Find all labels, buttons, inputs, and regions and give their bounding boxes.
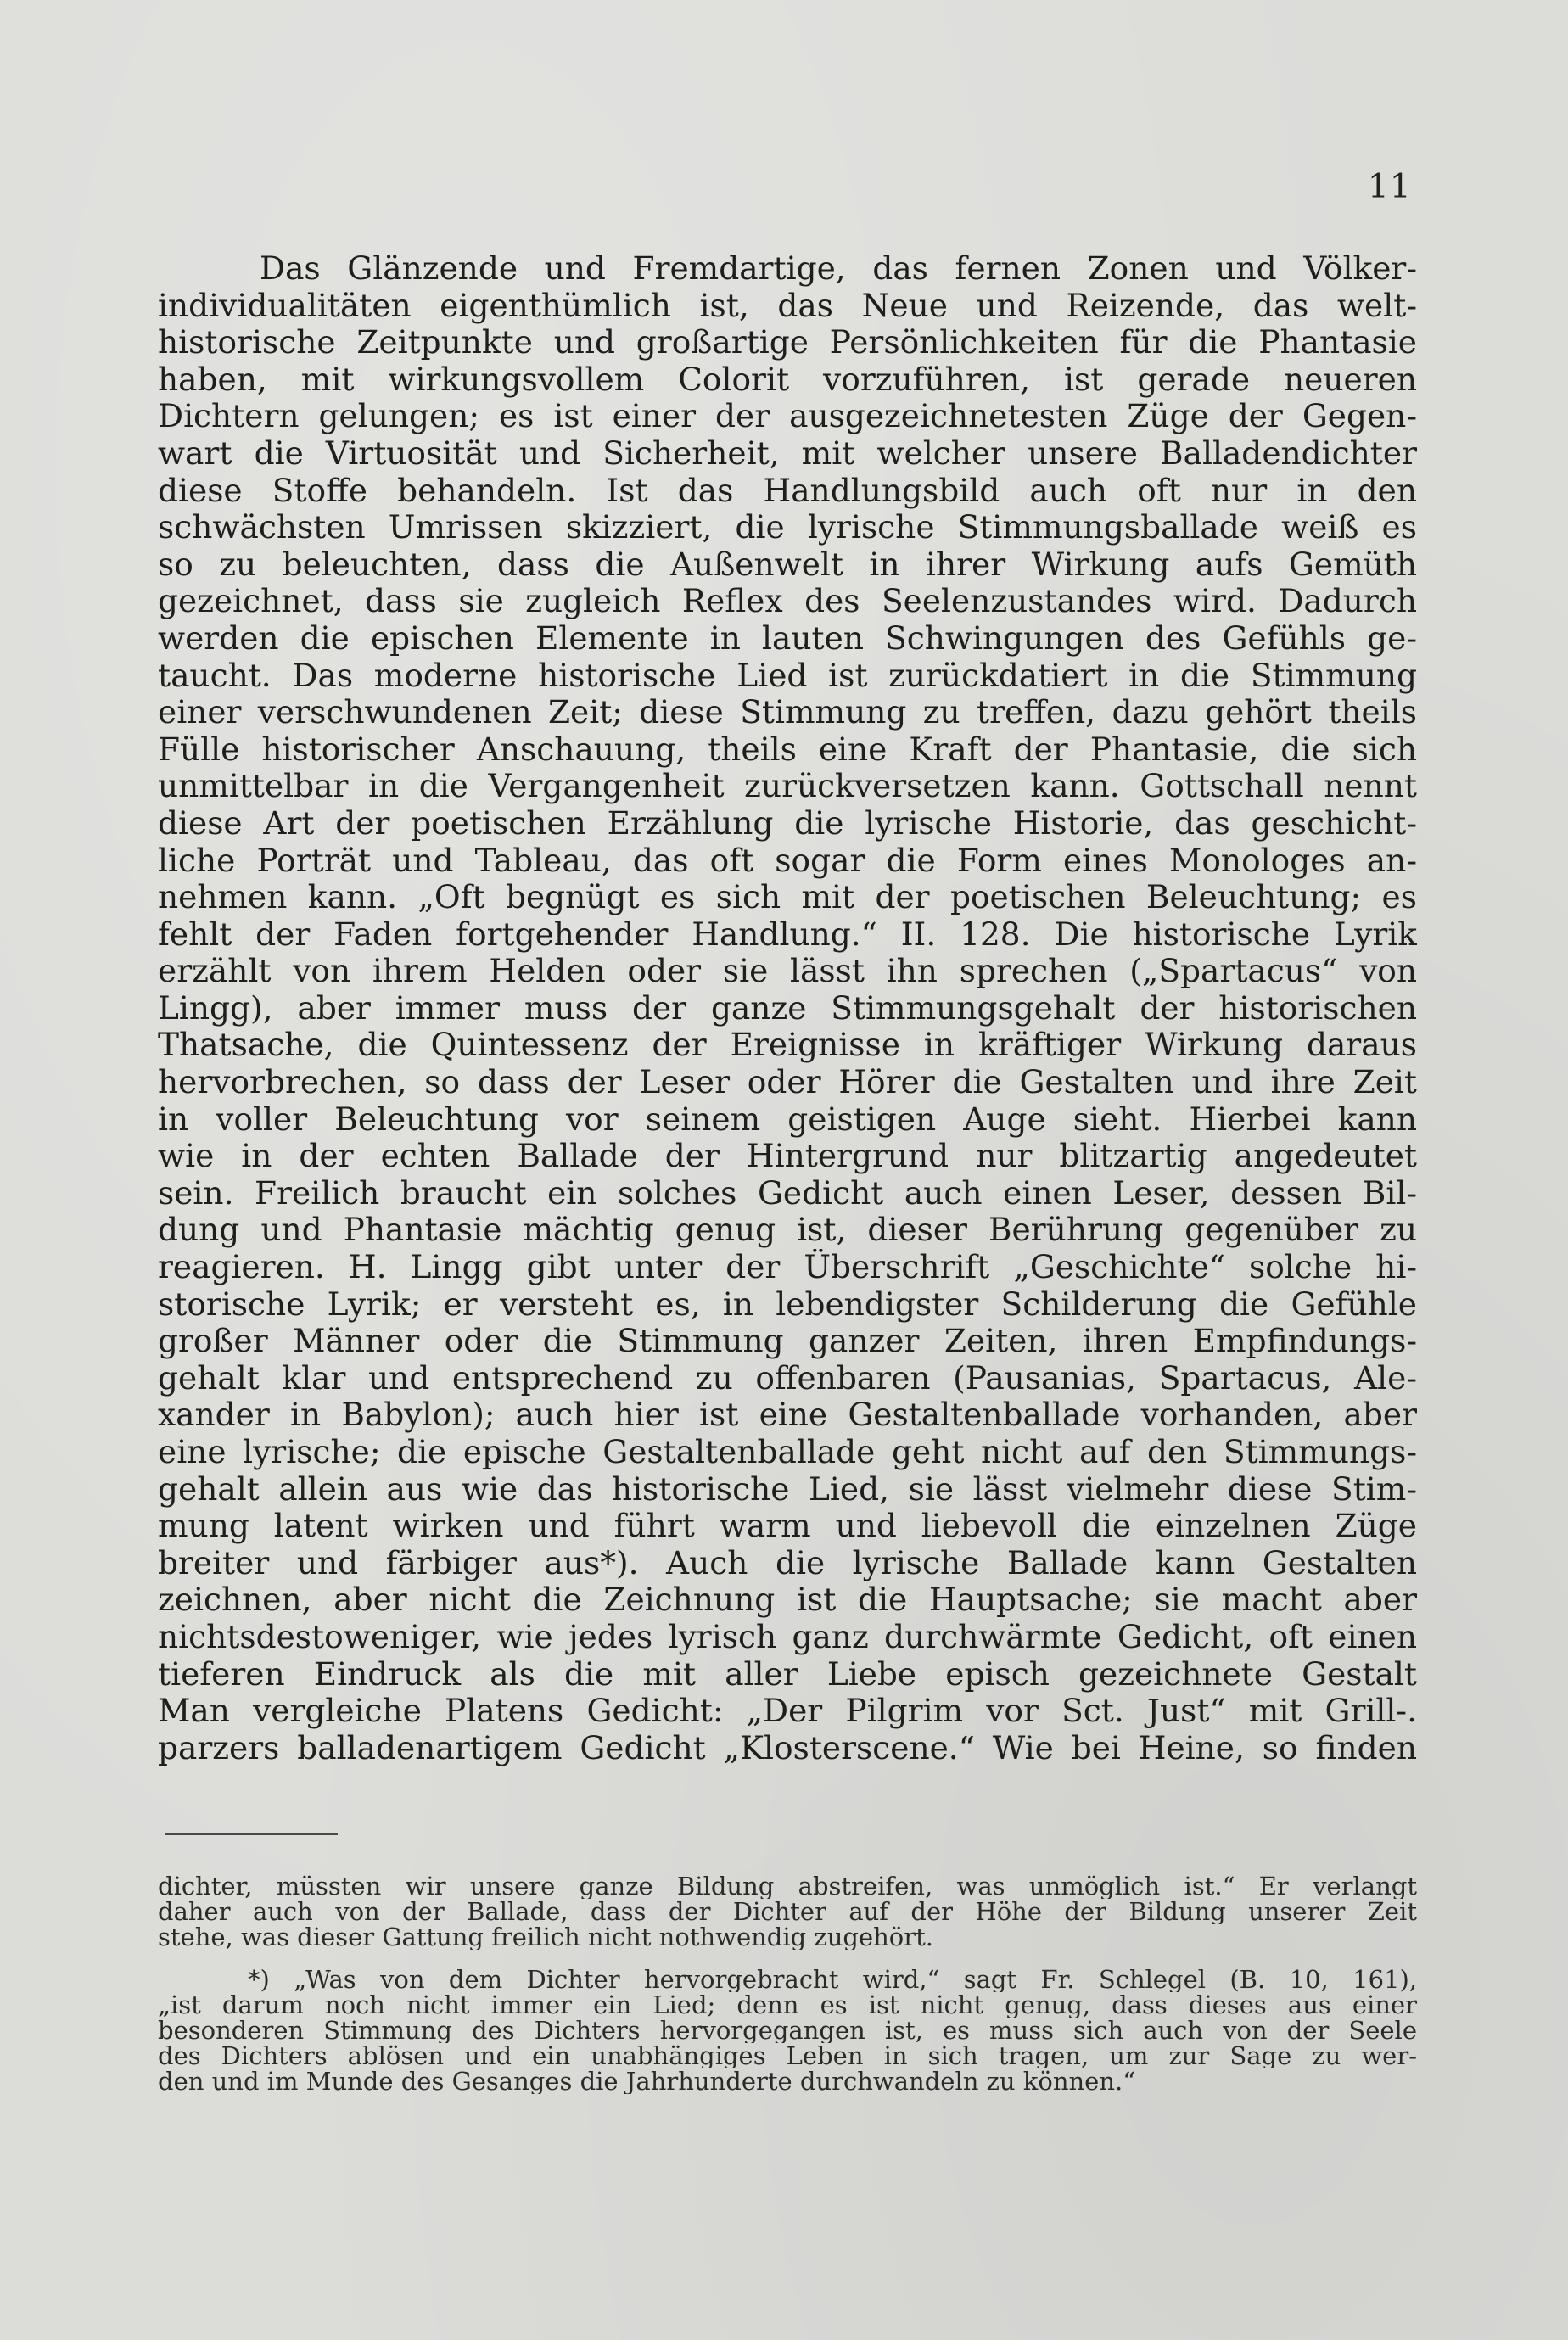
- text-line: Lingg), aber immer muss der ganze Stimmungsgehalt der historischen: [158, 989, 1417, 1027]
- text-line: werden die epischen Elemente in lauten Schwingungen des Gefühls ge-: [158, 619, 1417, 657]
- footnotes: [158, 1873, 1417, 2094]
- text-line: unmittelbar in die Vergangenheit zurückversetzen kann. Gottschall nennt: [158, 768, 1417, 805]
- text-line: einer verschwundenen Zeit; diese Stimmung zu treffen, dazu gehört theils: [158, 694, 1417, 731]
- text-line: gehalt klar und entsprechend zu offenbaren (Pausanias, Spartacus, Ale-: [158, 1359, 1417, 1397]
- footnote-line: des Dichters ablösen und ein unabhängiges Leben in sich tragen, um zur Sage zu wer-: [158, 2043, 1417, 2068]
- text-line: liche Porträt und Tableau, das oft sogar die Form eines Monologes an-: [158, 842, 1417, 879]
- text-line: tieferen Eindruck als die mit aller Liebe episch gezeichnete Gestalt: [158, 1655, 1417, 1693]
- text-line: nehmen kann. „Oft begnügt es sich mit der poetischen Beleuchtung; es: [158, 879, 1417, 916]
- footnote-line: besonderen Stimmung des Dichters hervorgegangen ist, es muss sich auch von der Seele: [158, 2018, 1417, 2043]
- text-line: nichtsdestoweniger, wie jedes lyrisch ganz durchwärmte Gedicht, oft einen: [158, 1618, 1417, 1655]
- footnote-line: *) „Was von dem Dichter hervorgebracht wird,“ sagt Fr. Schlegel (B. 10, 161),: [248, 1967, 1417, 1992]
- text-line: wart die Virtuosität und Sicherheit, mit welcher unsere Balladendichter: [158, 434, 1417, 472]
- footnote-line: stehe, was dieser Gattung freilich nicht nothwendig zugehört.: [158, 1924, 933, 1950]
- text-line: so zu beleuchten, dass die Außenwelt in ihrer Wirkung aufs Gemüth: [158, 546, 1417, 583]
- text-line: diese Stoffe behandeln. Ist das Handlungsbild auch oft nur in den: [158, 472, 1417, 509]
- text-line: diese Art der poetischen Erzählung die lyrische Historie, das geschicht-: [158, 804, 1417, 842]
- text-line: in voller Beleuchtung vor seinem geistigen Auge sieht. Hierbei kann: [158, 1100, 1417, 1138]
- footnote-line: dichter, müssten wir unsere ganze Bildung abstreifen, was unmöglich ist.“ Er verlangt: [158, 1873, 1417, 1899]
- text-line: gezeichnet, dass sie zugleich Reflex des Seelenzustandes wird. Dadurch: [158, 583, 1417, 620]
- footnote-continued: [158, 1873, 1417, 1950]
- page-number: 11: [1368, 168, 1412, 206]
- text-line: breiter und färbiger aus*). Auch die lyrische Ballade kann Gestalten: [158, 1544, 1417, 1581]
- text-line: schwächsten Umrissen skizziert, die lyrische Stimmungsballade weiß es: [158, 509, 1417, 546]
- text-line: zeichnen, aber nicht die Zeichnung ist die Hauptsache; sie macht aber: [158, 1581, 1417, 1619]
- footnote-star: [158, 1967, 1417, 2094]
- footnote-line: daher auch von der Ballade, dass der Dichter auf der Höhe der Bildung unserer Zeit: [158, 1899, 1417, 1924]
- text-line: individualitäten eigenthümlich ist, das Neue und Reizende, das welt-: [158, 287, 1417, 324]
- text-line: parzers balladenartigem Gedicht „Klosterscene.“ Wie bei Heine, so finden: [158, 1729, 1417, 1766]
- footnote-line: „ist darum noch nicht immer ein Lied; denn es ist nicht genug, dass dieses aus einer: [158, 1992, 1417, 2018]
- text-line: hervorbrechen, so dass der Leser oder Hörer die Gestalten und ihre Zeit: [158, 1064, 1417, 1101]
- text-line: wie in der echten Ballade der Hintergrund nur blitzartig angedeutet: [158, 1138, 1417, 1175]
- text-line: storische Lyrik; er versteht es, in lebendigster Schilderung die Gefühle: [158, 1285, 1417, 1323]
- text-line: fehlt der Faden fortgehender Handlung.“ II. 128. Die historische Lyrik: [158, 915, 1417, 953]
- text-line: dung und Phantasie mächtig genug ist, dieser Berührung gegenüber zu: [158, 1212, 1417, 1249]
- text-line: Thatsache, die Quintessenz der Ereignisse in kräftiger Wirkung daraus: [158, 1027, 1417, 1064]
- text-line: mung latent wirken und führt warm und liebevoll die einzelnen Züge: [158, 1508, 1417, 1545]
- text-line: Das Glänzende und Fremdartige, das fernen Zonen und Völker-: [260, 250, 1417, 287]
- text-line: Man vergleiche Platens Gedicht: „Der Pilgrim vor Sct. Just“ mit Grill-.: [158, 1693, 1417, 1730]
- text-line: xander in Babylon); auch hier ist eine Gestaltenballade vorhanden, aber: [158, 1397, 1417, 1434]
- text-line: Dichtern gelungen; es ist einer der ausgezeichnetesten Züge der Gegen-: [158, 398, 1417, 435]
- text-line: reagieren. H. Lingg gibt unter der Überschrift „Geschichte“ solche hi-: [158, 1249, 1417, 1286]
- text-line: historische Zeitpunkte und großartige Persönlichkeiten für die Phantasie: [158, 324, 1417, 361]
- text-line: sein. Freilich braucht ein solches Gedicht auch einen Leser, dessen Bil-: [158, 1174, 1417, 1212]
- text-line: taucht. Das moderne historische Lied ist zurückdatiert in die Stimmung: [158, 657, 1417, 694]
- text-line: haben, mit wirkungsvollem Colorit vorzuführen, ist gerade neueren: [158, 361, 1417, 398]
- text-line: gehalt allein aus wie das historische Lied, sie lässt vielmehr diese Stim-: [158, 1470, 1417, 1508]
- text-line: großer Männer oder die Stimmung ganzer Zeiten, ihren Empfindungs-: [158, 1323, 1417, 1360]
- text-line: erzählt von ihrem Helden oder sie lässt ihn sprechen („Spartacus“ von: [158, 953, 1417, 990]
- text-line: eine lyrische; die epische Gestaltenballade geht nicht auf den Stimmungs-: [158, 1434, 1417, 1470]
- main-text-body: [158, 250, 1417, 1766]
- footnote-line: den und im Munde des Gesanges die Jahrhunderte durchwandeln zu können.“: [158, 2068, 1136, 2094]
- footnote-divider: [165, 1833, 338, 1835]
- text-line: Fülle historischer Anschauung, theils eine Kraft der Phantasie, die sich: [158, 731, 1417, 768]
